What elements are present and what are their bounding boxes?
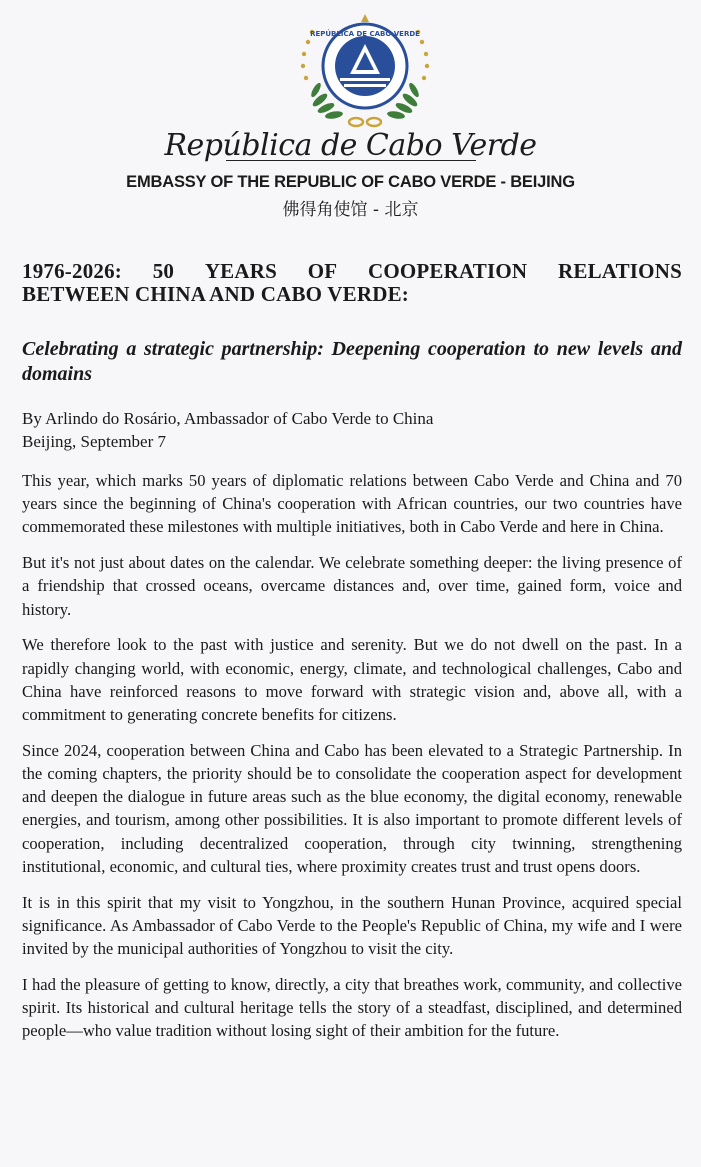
republic-script-title: República de Cabo Verde: [164, 128, 537, 163]
paragraph: Since 2024, cooperation between China and Cabo has been elevated to a Strategic Partnership. In the coming chapters, the priority should be to consolidate the cooperation aspect for development and deepen the dialogue in future areas such as the blue economy, the digital economy, renewable energies, and tourism, among other possibilities. It is also important to promote different levels of cooperation, including decentralized cooperation, through city twinning, strengthening institutional, economic, and cultural ties, where proximity creates trust and trust opens doors.: [22, 740, 682, 876]
paragraph: But it's not just about dates on the calendar. We celebrate something deeper: the living presence of a friendship that crossed oceans, overcame distances and, over time, gained form, voice and history.: [22, 553, 682, 619]
letterhead: [22, 0, 682, 232]
seal-text: REPÚBLICA DE CABO VERDE: [310, 30, 420, 38]
article-title: [22, 260, 682, 306]
paragraph: It is in this spirit that my visit to Yongzhou, in the southern Hunan Province, acquired special significance. As Ambassador of Cabo Verde to the People's Republic of China, my wife and I were invited by the municipal authorities of Yongzhou to visit the city.: [22, 892, 682, 959]
coat-of-arms-icon: [290, 12, 440, 134]
article-subtitle: Celebrating a strategic partnership: Deepening cooperation to new levels and domains: [22, 338, 682, 385]
embassy-name: EMBASSY OF THE REPUBLIC OF CABO VERDE - BEIJING: [126, 173, 575, 191]
document-page: [22, 0, 682, 1041]
title-line-1: 1976-2026: 50 YEARS OF COOPERATION RELATIONS: [22, 259, 682, 283]
place-date-line: Beijing, September 7: [22, 432, 167, 451]
paragraph: I had the pleasure of getting to know, directly, a city that breathes work, community, and collective spirit. Its historical and cultural heritage tells the story of a steadfast, disciplined, and determined people—who value tradition without losing sight of their ambition for the future.: [22, 974, 682, 1041]
byline: [22, 407, 682, 453]
author-line: By Arlindo do Rosário, Ambassador of Cabo Verde to China: [22, 409, 434, 428]
paragraph: This year, which marks 50 years of diplomatic relations between Cabo Verde and China and 70 years since the beginning of China's cooperation with African countries, our two countries have commemorated these milestones with multiple initiatives, both in Cabo Verde and here in China.: [22, 471, 682, 537]
title-line-2: BETWEEN CHINA AND CABO VERDE:: [22, 282, 409, 306]
paragraph: We therefore look to the past with justice and serenity. But we do not dwell on the past. In a rapidly changing world, with economic, energy, climate, and technological challenges, Cabo and China have reinforced reasons to move forward with strategic vision and, above all, with a commitment to generating concrete benefits for citizens.: [22, 635, 682, 725]
article-body: [22, 469, 682, 1055]
embassy-name-chinese: 佛得角使馆 - 北京: [282, 200, 419, 220]
